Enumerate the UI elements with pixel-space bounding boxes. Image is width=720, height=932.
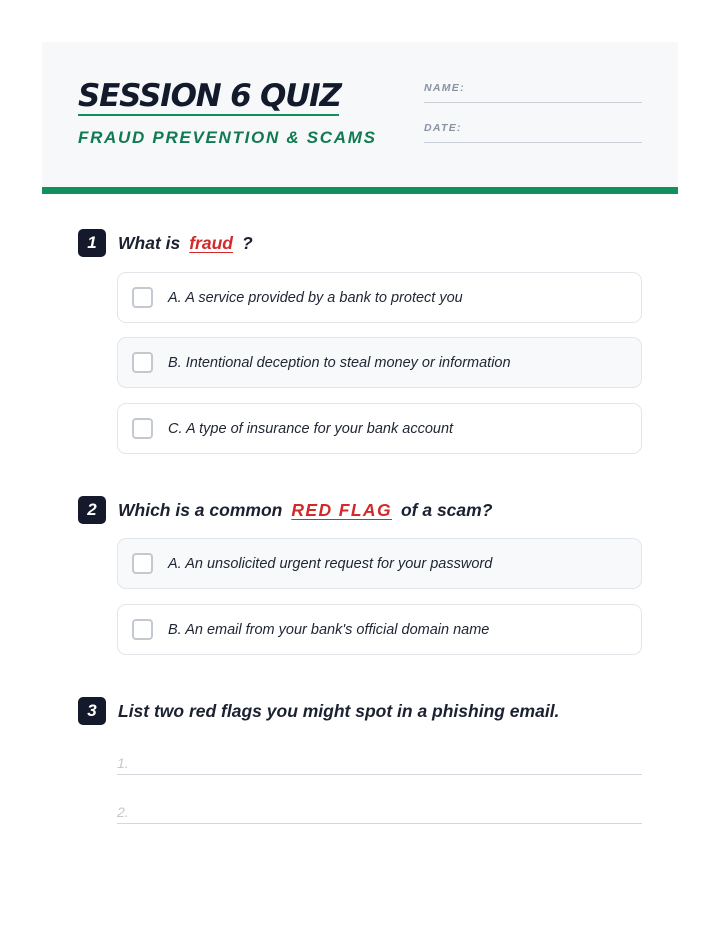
q1-option-c-checkbox[interactable] xyxy=(132,418,153,439)
question-number-badge: 3 xyxy=(78,697,106,725)
question-text-before: What is xyxy=(118,232,181,253)
answer-line-2[interactable] xyxy=(117,823,642,824)
option-label: B. Intentional deception to steal money or information xyxy=(168,354,511,371)
q2-option-b[interactable] xyxy=(117,604,642,655)
name-label: NAME: xyxy=(424,82,465,94)
question-text-before: Which is a common xyxy=(118,499,283,520)
title-underline xyxy=(78,114,339,116)
question-highlight: fraud xyxy=(189,232,233,253)
question-number-badge: 1 xyxy=(78,229,106,257)
question-2 xyxy=(78,496,492,524)
quiz-header xyxy=(42,42,678,187)
q1-option-b[interactable] xyxy=(117,337,642,388)
name-field[interactable] xyxy=(424,102,642,103)
option-label: A. A service provided by a bank to protect you xyxy=(168,289,463,306)
question-text-after: ? xyxy=(241,232,253,253)
quiz-subtitle: FRAUD PREVENTION & SCAMS xyxy=(78,128,377,147)
answer-line-1[interactable] xyxy=(117,774,642,775)
q1-option-a[interactable] xyxy=(117,272,642,323)
option-label: B. An email from your bank's official domain name xyxy=(168,621,490,638)
q2-option-a[interactable] xyxy=(117,538,642,589)
question-1 xyxy=(78,229,253,257)
answer-line-1-label: 1. xyxy=(117,755,129,771)
question-text xyxy=(118,233,253,254)
answer-line-2-label: 2. xyxy=(117,804,129,820)
question-text xyxy=(118,500,492,521)
question-3 xyxy=(78,697,559,725)
option-label: A. An unsolicited urgent request for your password xyxy=(168,555,493,572)
question-number-badge: 2 xyxy=(78,496,106,524)
question-highlight: RED FLAG xyxy=(291,499,392,520)
q1-option-a-checkbox[interactable] xyxy=(132,287,153,308)
question-text: List two red flags you might spot in a phishing email. xyxy=(118,700,560,721)
q1-option-c[interactable] xyxy=(117,403,642,454)
option-label: C. A type of insurance for your bank account xyxy=(168,420,454,437)
q2-option-a-checkbox[interactable] xyxy=(132,553,153,574)
date-field[interactable] xyxy=(424,142,642,143)
quiz-title: SESSION 6 QUIZ xyxy=(78,78,341,114)
question-text-after: of a scam? xyxy=(400,499,493,520)
date-label: DATE: xyxy=(424,122,462,134)
q1-option-b-checkbox[interactable] xyxy=(132,352,153,373)
q2-option-b-checkbox[interactable] xyxy=(132,619,153,640)
header-accent-bar xyxy=(42,187,678,194)
